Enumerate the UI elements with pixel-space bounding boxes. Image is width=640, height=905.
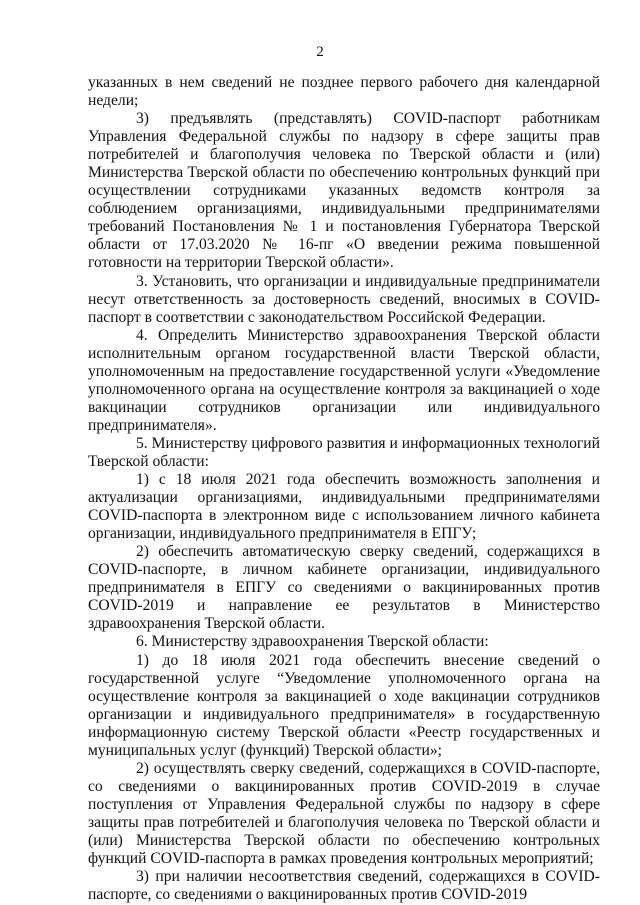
document-body <box>88 74 600 904</box>
paragraph: 3) при наличии несоответствия сведений, содержащихся в COVID-паспорте, со сведениями о вакцинированных против COVID-2019 <box>88 868 600 904</box>
paragraph: 1) с 18 июля 2021 года обеспечить возможность заполнения и актуализации организациями, индивидуальными предпринимателями COVID-паспорта в электронном виде с использованием личного кабинета организации, индивидуального предпринимателя в ЕПГУ; <box>88 471 600 543</box>
paragraph: 4. Определить Министерство здравоохранения Тверской области исполнительным органом государственной власти Тверской области, уполномоченным на предоставление государственной услуги «Уведомление уполномоченного органа на осуществление контроля за вакцинацией о ходе вакцинации сотрудников организации или индивидуального предпринимателя». <box>88 326 600 434</box>
paragraph: 3. Установить, что организации и индивидуальные предприниматели несут ответственность за достоверность сведений, вносимых в COVID-паспорт в соответствии с законодательством Российской Федерации. <box>88 272 600 326</box>
paragraph: 6. Министерству здравоохранения Тверской области: <box>136 633 489 651</box>
paragraph: 2) обеспечить автоматическую сверку сведений, содержащихся в COVID-паспорте, в личном кабинете организации, индивидуального предпринимателя в ЕПГУ со сведениями о вакцинированных против COVID-2019 и направление ее результатов в Министерство здравоохранения Тверской области. <box>88 543 600 633</box>
paragraph: 1) до 18 июля 2021 года обеспечить внесение сведений о государственной услуге “Уведомление уполномоченного органа на осуществление контроля за вакцинацией о ходе вакцинации сотрудников организации и индивидуального предпринимателя» в государственную информационную систему Тверской области «Реестр государственных и муниципальных услуг (функций) Тверской области»; <box>88 651 600 759</box>
paragraph: 5. Министерству цифрового развития и информационных технологий Тверской области: <box>88 434 600 470</box>
paragraph: 3) предъявлять (представлять) COVID-паспорт работникам Управления Федеральной службы по надзору в сфере защиты прав потребителей и благополучия человека по Тверской области и (или) Министерства Тверской области по обеспечению контрольных функций при осуществлении сотрудниками указанных ведомств контроля за соблюдением организациями, индивидуальными предпринимателями требований Постановления № 1 и постановления Губернатора Тверской области от 17.03.2020 № 16-пг «О введении режима повышенной готовности на территории Тверской области». <box>88 110 600 272</box>
page-number: 2 <box>316 44 324 60</box>
paragraph: указанных в нем сведений не позднее первого рабочего дня календарной недели; <box>88 74 600 110</box>
paragraph: 2) осуществлять сверку сведений, содержащихся в COVID-паспорте, со сведениями о вакцинированных против COVID-2019 в случае поступления от Управления Федеральной службы по надзору в сфере защиты прав потребителей и благополучия человека по Тверской области и (или) Министерства Тверской области по обеспечению контрольных функций COVID-паспорта в рамках проведения контрольных мероприятий; <box>88 759 600 868</box>
